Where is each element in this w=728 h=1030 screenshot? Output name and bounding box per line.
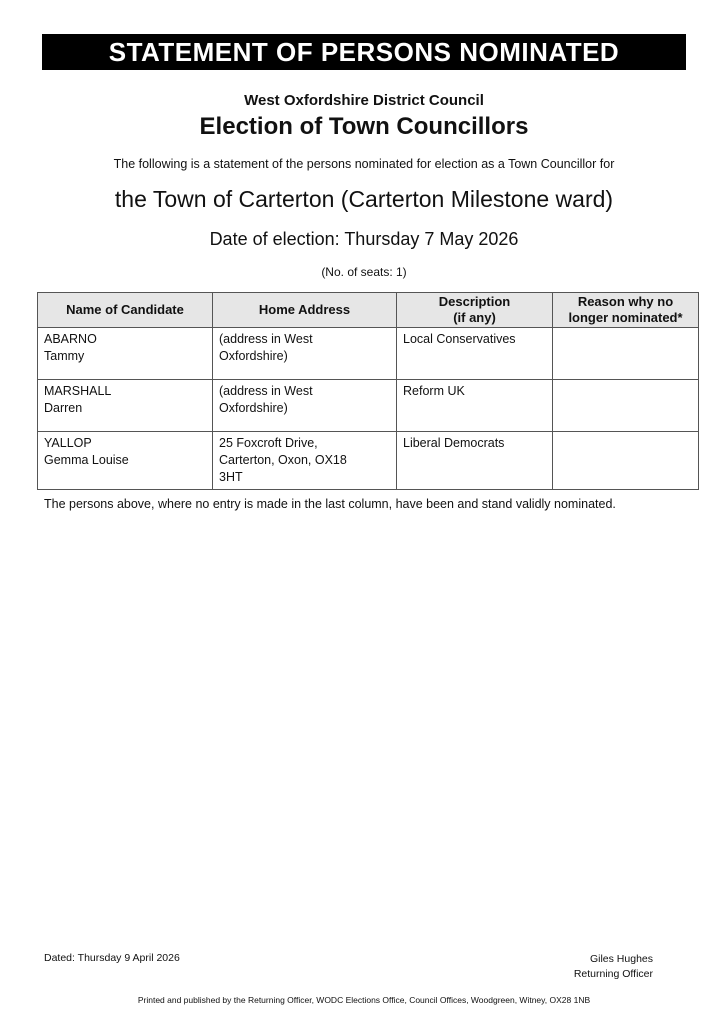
address-line: Oxfordshire) <box>219 401 288 415</box>
candidate-forenames: Darren <box>44 401 83 415</box>
address-line: 3HT <box>219 470 243 484</box>
header-reason <box>553 293 699 328</box>
address-line: (address in West <box>219 332 313 346</box>
header-reason-line2: longer nominated* <box>568 310 683 325</box>
candidate-description: Reform UK <box>397 380 553 432</box>
address-line: (address in West <box>219 384 313 398</box>
table-row <box>38 432 699 490</box>
candidate-description: Local Conservatives <box>397 328 553 380</box>
dated-line: Dated: Thursday 9 April 2026 <box>44 952 180 964</box>
header-address: Home Address <box>213 293 397 328</box>
election-title: Election of Town Councillors <box>199 113 529 140</box>
candidate-reason <box>553 432 699 490</box>
candidate-address-cell <box>213 432 397 490</box>
address-line: 25 Foxcroft Drive, <box>219 436 318 450</box>
document-banner: STATEMENT OF PERSONS NOMINATED <box>42 34 686 70</box>
candidate-reason <box>553 380 699 432</box>
seats-count: (No. of seats: 1) <box>321 265 407 279</box>
header-description <box>397 293 553 328</box>
candidates-table <box>37 292 699 490</box>
header-description-line1: Description <box>438 294 511 309</box>
table-header-row <box>38 293 699 328</box>
candidate-description: Liberal Democrats <box>397 432 553 490</box>
candidate-surname: YALLOP <box>44 436 92 450</box>
address-line: Oxfordshire) <box>219 349 288 363</box>
council-name: West Oxfordshire District Council <box>244 92 484 109</box>
candidate-name-cell <box>38 432 213 490</box>
signature-block <box>574 952 653 982</box>
table-row <box>38 328 699 380</box>
candidate-name-cell <box>38 380 213 432</box>
candidate-name-cell <box>38 328 213 380</box>
header-name: Name of Candidate <box>38 293 213 328</box>
table-row <box>38 380 699 432</box>
candidate-forenames: Gemma Louise <box>44 453 129 467</box>
header-description-line2: (if any) <box>453 310 496 325</box>
election-date: Date of election: Thursday 7 May 2026 <box>209 229 519 249</box>
validity-note: The persons above, where no entry is made in the last column, have been and stand validly nominated. <box>44 497 616 511</box>
imprint-footer: Printed and published by the Returning Officer, WODC Elections Office, Council Offices, Woodgreen, Witney, OX28 1NB <box>137 995 591 1005</box>
returning-officer-role: Returning Officer <box>573 968 653 980</box>
candidate-reason <box>553 328 699 380</box>
address-line: Carterton, Oxon, OX18 <box>219 453 347 467</box>
header-reason-line1: Reason why no <box>577 294 674 309</box>
intro-text: The following is a statement of the persons nominated for election as a Town Councillor for <box>113 157 615 171</box>
candidate-surname: ABARNO <box>44 332 97 346</box>
returning-officer-name: Giles Hughes <box>589 953 653 965</box>
candidate-forenames: Tammy <box>44 349 85 363</box>
candidate-address-cell <box>213 328 397 380</box>
candidate-surname: MARSHALL <box>44 384 112 398</box>
candidate-address-cell <box>213 380 397 432</box>
electoral-area: the Town of Carterton (Carterton Milestone ward) <box>114 186 614 212</box>
